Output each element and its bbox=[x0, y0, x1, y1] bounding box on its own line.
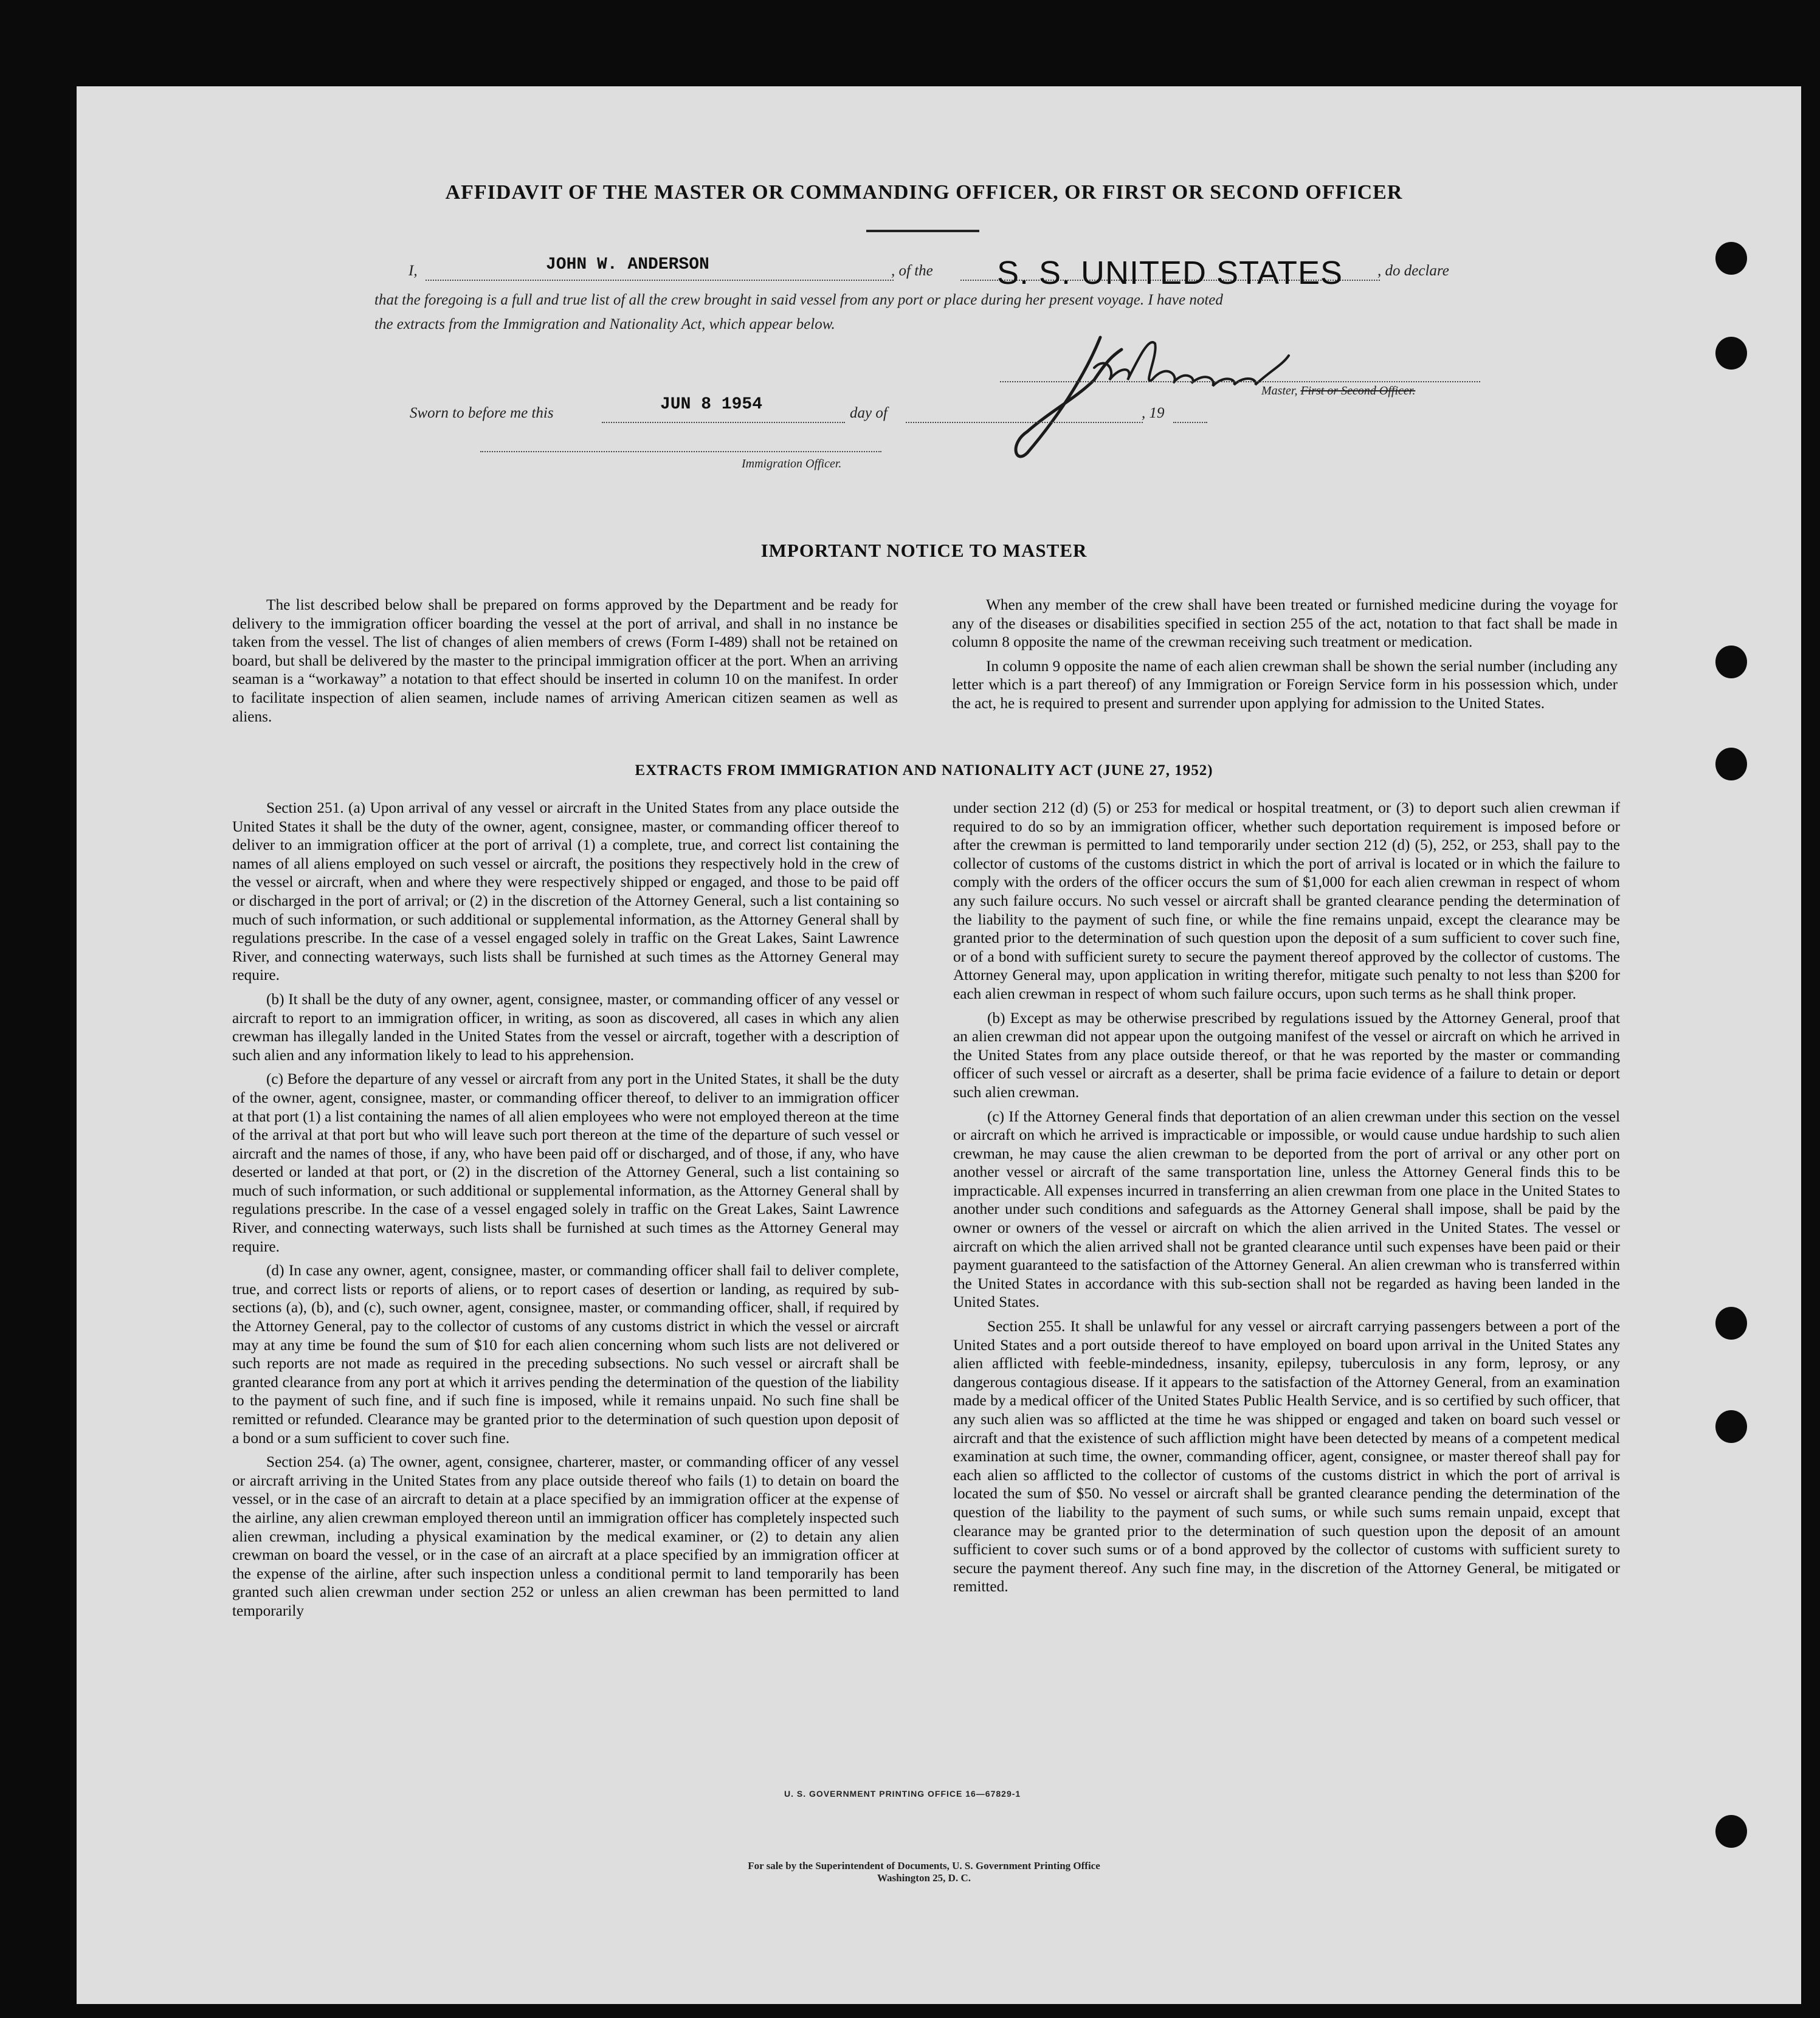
declaration-line-2: that the foregoing is a full and true list of all the crew brought in said vessel from any port or place during her present voyage. I have noted bbox=[374, 292, 1223, 308]
binder-hole bbox=[1715, 1307, 1747, 1340]
month-field bbox=[906, 404, 1143, 423]
notice-left-paragraph: The list described below shall be prepared on forms approved by the Department and be ready for delivery to the immigration officer boarding the vessel at the port of arrival, and shall in no instance be taken from the vessel. The list of changes of alien members of crews (Form I-489) shall not be retained on board, but shall be delivered by the master to the principal immigration officer at the port. When an arriving seaman is a “workaway” a notation to that effect should be inserted in column 10 on the manifest. In order to facilitate inspection of alien seamen, include names of arriving American citizen seamen as well as aliens. bbox=[232, 596, 898, 725]
notice-right bbox=[952, 596, 1618, 718]
year-field bbox=[1173, 404, 1207, 423]
of-the-label: , of the bbox=[891, 263, 933, 279]
binder-hole bbox=[1715, 646, 1747, 678]
section-254-b: (b) Except as may be otherwise prescribed by regulations issued by the Attorney General, proof that an alien crewman did not appear upon the outgoing manifest of the vessel or aircraft on which he arrived in the United States from any place outside thereof, or that he was reported by the master or commanding officer of such vessel or aircraft as a deserter, shall be prima facie evidence of a failure to detain or deport such alien crewman. bbox=[953, 1009, 1620, 1101]
sworn-label: Sworn to before me this bbox=[410, 405, 554, 421]
section-254-a-continued: under section 212 (d) (5) or 253 for medical or hospital treatment, or (3) to deport such alien crewman if required to do so by an immigration officer, whether such deportation requirement is imposed before or after the crewman is permitted to land temporarily under section 212 (d) (5), 252, or 253, shall pay to the collector of customs of the customs district in which the port of arrival is located or in which the failure to comply with the orders of the officer occurs the sum of $1,000 for each alien crewman in respect of whom any such failure occurs. No such vessel or aircraft shall be granted clearance pending the determination of the liability to the payment of such fine, or while the fine remains unpaid, except the clearance may be granted prior to the determination of such question upon the deposit of a sum sufficient to cover such fine, or of a bond with sufficient surety to secure the payment thereof approved by the collector of customs. The Attorney General may, upon application in writing therefor, mitigate such penalty to not less than $200 for each alien crewman in respect of whom such failure occurs, upon such terms as he shall think proper. bbox=[953, 799, 1620, 1002]
notice-right-paragraph-1: When any member of the crew shall have been treated or furnished medicine during the voyage for any of the diseases or disabilities specified in section 255 of the act, notation to that fact shall be made in column 8 opposite the name of the crewman receiving such treatment or medication. bbox=[952, 596, 1618, 651]
extracts-right-column bbox=[953, 799, 1620, 1602]
struck-officer-caption: First or Second Officer. bbox=[1300, 384, 1416, 398]
notice-left bbox=[232, 596, 898, 731]
declaration-line-3: the extracts from the Immigration and Nationality Act, which appear below. bbox=[374, 316, 835, 332]
year-label: , 19 bbox=[1142, 405, 1165, 421]
day-of-label: day of bbox=[850, 405, 888, 421]
section-254-c: (c) If the Attorney General finds that deportation of an alien crewman under this section on the vessel or aircraft on which he arrived is impracticable or impossible, or would cause undue hardship to such alien crewman, he may cause the alien crewman to be deported from the port of arrival or any other port on another vessel or aircraft of the same transportation line, unless the Attorney General finds this to be impracticable. All expenses incurred in transferring an alien crewman from one place in the United States to another under such conditions and safeguards as the Attorney General shall impose, shall be paid by the owner or owners of the vessel or aircraft on which the alien arrived in the United States. The vessel or aircraft on which the alien arrived shall not be granted clearance until such expenses have been paid or their payment guaranteed to the satisfaction of the Attorney General. An alien crewman who is transferred within the United States in accordance with this sub-section shall not be regarded as having been landed in the United States. bbox=[953, 1107, 1620, 1311]
master-name: JOHN W. ANDERSON bbox=[546, 255, 709, 274]
section-251-b: (b) It shall be the duty of any owner, agent, consignee, master, or commanding officer of any vessel or aircraft to report to an immigration officer, in writing, as soon as discovered, all cases in which any alien crewman has illegally landed in the United States from the vessel or aircraft, together with a description of such alien and any information likely to lead to his apprehension. bbox=[232, 990, 899, 1064]
sale-line-1: For sale by the Superintendent of Documents, U. S. Government Printing Office bbox=[748, 1860, 1100, 1872]
binder-hole bbox=[1715, 337, 1747, 370]
master-caption bbox=[1261, 384, 1415, 398]
affidavit-title: AFFIDAVIT OF THE MASTER OR COMMANDING OFFICER, OR FIRST OR SECOND OFFICER bbox=[445, 181, 1403, 204]
i-label: I, bbox=[408, 263, 418, 279]
immigration-officer-caption: Immigration Officer. bbox=[742, 457, 842, 470]
sale-line-2: Washington 25, D. C. bbox=[877, 1872, 971, 1884]
notice-right-paragraph-2: In column 9 opposite the name of each alien crewman shall be shown the serial number (including any letter which is a part thereof) of any Immigration or Foreign Service form in his possession which, under the act, he is required to present and surrender upon applying for admission to the United States. bbox=[952, 657, 1618, 712]
vessel-name: S. S. UNITED STATES bbox=[997, 255, 1343, 291]
notice-heading: IMPORTANT NOTICE TO MASTER bbox=[760, 540, 1088, 561]
master-caption-prefix: Master, bbox=[1261, 384, 1298, 398]
extracts-heading: EXTRACTS FROM IMMIGRATION AND NATIONALITY ACT (JUNE 27, 1952) bbox=[635, 762, 1213, 779]
section-251-c: (c) Before the departure of any vessel or aircraft from any port in the United States, it shall be the duty of the owner, agent, consignee, master, or commanding officer thereof, to deliver to an immigration officer at that port (1) a list containing the names of all alien employees who were not employed thereon at the time of the arrival at that port but who will leave such port thereon at the time of the departure of such vessel or aircraft and the names of those, if any, who have been paid off or discharged, and of those, if any, who have deserted or landed at that port, or (2) in the discretion of the Attorney General, such a list containing so much of such information, or such additional or supplemental information, as the Attorney General shall by regulations prescribe. In the case of a vessel engaged solely in traffic on the Great Lakes, Saint Lawrence River, and connecting waterways, such lists shall be furnished at such times as the Attorney General may require. bbox=[232, 1070, 899, 1255]
extracts-left-column bbox=[232, 799, 899, 1626]
declare-label: , do declare bbox=[1377, 263, 1449, 279]
binder-hole bbox=[1715, 748, 1747, 780]
sale-notice bbox=[547, 1860, 1301, 1884]
section-255: Section 255. It shall be unlawful for any vessel or aircraft carrying passengers between a port of the United States and a port outside thereof to have employed on board upon arrival in the United States any alien afflicted with feeble-mindedness, insanity, epilepsy, tuberculosis in any form, leprosy, or any dangerous contagious disease. If it appears to the satisfaction of the Attorney General, from an examination made by a medical officer of the United States Public Health Service, and is so certified by such officer, that any such alien was so afflicted at the time he was shipped or engaged and taken on board such vessel or aircraft and that the existence of such affliction might have been detected by means of a competent medical examination at such time, the owner, commanding officer, agent, consignee, or master thereof shall pay for each alien so afflicted to the collector of customs of the customs district in which the port of arrival is located the sum of $50. No vessel or aircraft shall be granted clearance pending the determination of the question of the liability to the payment of such sums, or while such sums remain unpaid, except that clearance may be granted prior to the determination of such question upon the deposit of an amount sufficient to cover such sums or of a bond approved by the collector of customs with sufficient surety to secure the payment thereof. Any such fine may, in the discretion of the Attorney General, be mitigated or remitted. bbox=[953, 1318, 1620, 1596]
section-254-a: Section 254. (a) The owner, agent, consignee, charterer, master, or commanding officer of any vessel or aircraft arriving in the United States from any place outside thereof who fails (1) to detain on board the vessel, or in the case of an aircraft to detain at a place specified by an immigration officer at the expense of the airline, any alien crewman employed thereon until an immigration officer has completely inspected such alien crewman, including a physical examination by the medical examiner, or (2) to detain any alien crewman on board the vessel, or in the case of an aircraft at a place specified by an immigration officer at the expense of the airline, after such inspection unless a conditional permit to land temporarily has been granted such alien crewman under section 252 or unless an alien crewman has been permitted to land temporarily bbox=[232, 1453, 899, 1619]
binder-hole bbox=[1715, 242, 1747, 275]
section-251-d: (d) In case any owner, agent, consignee, master, or commanding officer shall fail to deliver complete, true, and correct lists or reports of aliens, or to report cases of desertion or landing, as required by sub-sections (a), (b), and (c), such owner, agent, consignee, master, or commanding officer, shall, if required by the Attorney General, pay to the collector of customs of any customs district in which the vessel or aircraft may at any time be found the sum of $10 for each alien concerning whom such lists are not delivered or such reports are not made as required in the preceding subsections. No such vessel or aircraft shall be granted clearance from any port at which it arrives pending the determination of the question of the liability to the payment of such fine, and if such fine is imposed, while it remains unpaid. No such fine shall be remitted or refunded. Clearance may be granted prior to the determination of such question upon deposit of a bond or a sum sufficient to cover such fine. bbox=[232, 1262, 899, 1447]
sworn-date: JUN 8 1954 bbox=[660, 395, 763, 414]
immigration-officer-line bbox=[480, 450, 881, 452]
binder-hole bbox=[1715, 1815, 1747, 1848]
title-rule bbox=[866, 230, 979, 232]
section-251-a: Section 251. (a) Upon arrival of any vessel or aircraft in the United States from any place outside the United States it shall be the duty of the owner, agent, consignee, master, or commanding officer thereof to deliver to an immigration officer at the port of arrival (1) a complete, true, and correct list containing the names of all aliens employed on such vessel or aircraft, the positions they respectively hold in the crew of the vessel or aircraft, when and where they were respectively shipped or engaged, and those to be paid off or discharged in the port of arrival; or (2) in the discretion of the Attorney General, such a list containing so much of such information, or such additional or supplemental information, as the Attorney General shall by regulations prescribe. In the case of a vessel engaged solely in traffic on the Great Lakes, Saint Lawrence River, and connecting waterways, such lists shall be furnished at such times as the Attorney General may require. bbox=[232, 799, 899, 984]
binder-hole bbox=[1715, 1410, 1747, 1443]
signature-line bbox=[1000, 380, 1480, 382]
printing-office-line: U. S. GOVERNMENT PRINTING OFFICE 16—67829-1 bbox=[784, 1789, 1021, 1799]
